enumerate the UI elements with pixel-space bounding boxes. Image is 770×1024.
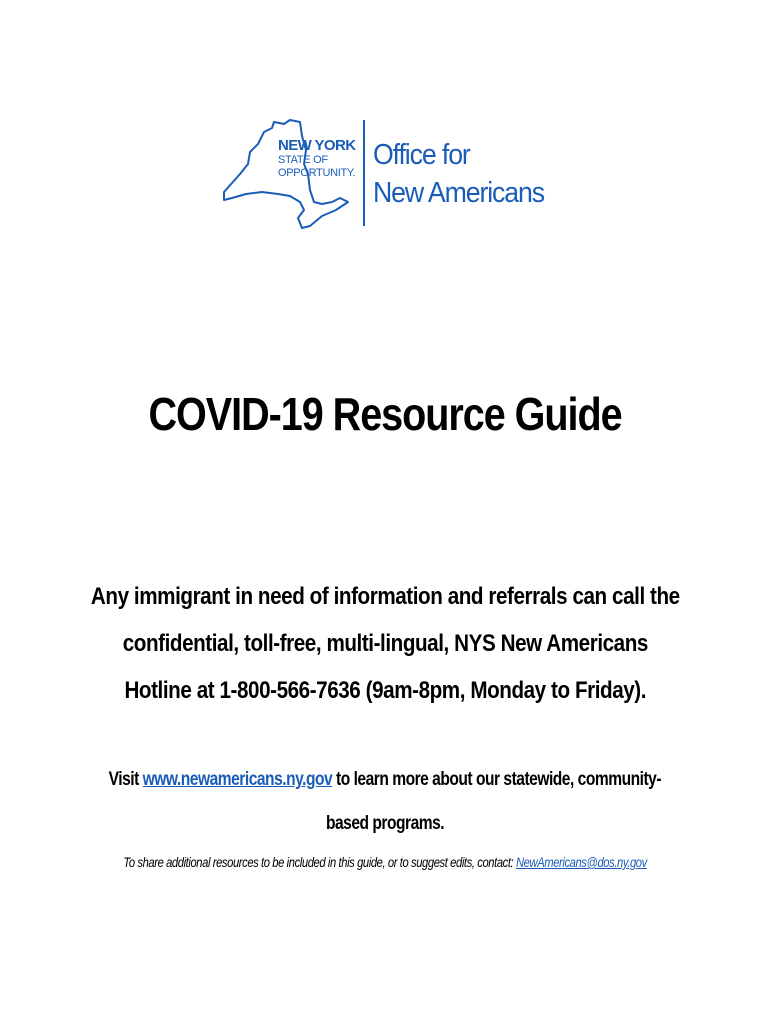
visit-paragraph bbox=[0, 758, 770, 846]
visit-suffix: to learn more about our statewide, community- bbox=[332, 769, 662, 790]
hotline-line-3 bbox=[0, 667, 770, 714]
hotline-line-1 bbox=[0, 573, 770, 620]
hotline-line-3-text: Hotline at 1-800-566-7636 (9am-8pm, Monday to Friday). bbox=[124, 677, 646, 704]
office-for-new-americans-wordmark bbox=[373, 136, 544, 212]
logo-divider bbox=[363, 120, 365, 226]
new-york-wordmark bbox=[278, 138, 368, 179]
hotline-line-1-text: Any immigrant in need of information and referrals can call the bbox=[90, 583, 680, 610]
logo-office-line1: Office for bbox=[373, 139, 470, 171]
hotline-line-2 bbox=[0, 620, 770, 667]
visit-line-2-text: based programs. bbox=[325, 813, 445, 834]
visit-line-1 bbox=[0, 758, 770, 802]
logo-opportunity: OPPORTUNITY. bbox=[278, 167, 356, 179]
visit-prefix: Visit bbox=[108, 769, 143, 790]
office-logo bbox=[218, 118, 558, 230]
note-text: To share additional resources to be included in this guide, or to suggest edits, contact: bbox=[123, 854, 516, 870]
page-title bbox=[0, 384, 770, 444]
visit-line-2 bbox=[0, 802, 770, 846]
logo-new-york: NEW YORK bbox=[278, 137, 356, 154]
edit-contact-note bbox=[0, 852, 770, 872]
hotline-line-2-text: confidential, toll-free, multi-lingual, NYS New Americans bbox=[122, 630, 648, 657]
contact-email-link[interactable]: NewAmericans@dos.ny.gov bbox=[515, 854, 647, 870]
visit-line-1-inner bbox=[109, 758, 661, 802]
edit-contact-note-inner bbox=[123, 852, 646, 872]
website-link[interactable]: www.newamericans.ny.gov bbox=[142, 769, 333, 790]
hotline-paragraph bbox=[0, 573, 770, 714]
logo-office-line2: New Americans bbox=[373, 177, 544, 209]
page-title-text: COVID-19 Resource Guide bbox=[148, 388, 622, 440]
logo-state-of: STATE OF bbox=[278, 154, 328, 166]
